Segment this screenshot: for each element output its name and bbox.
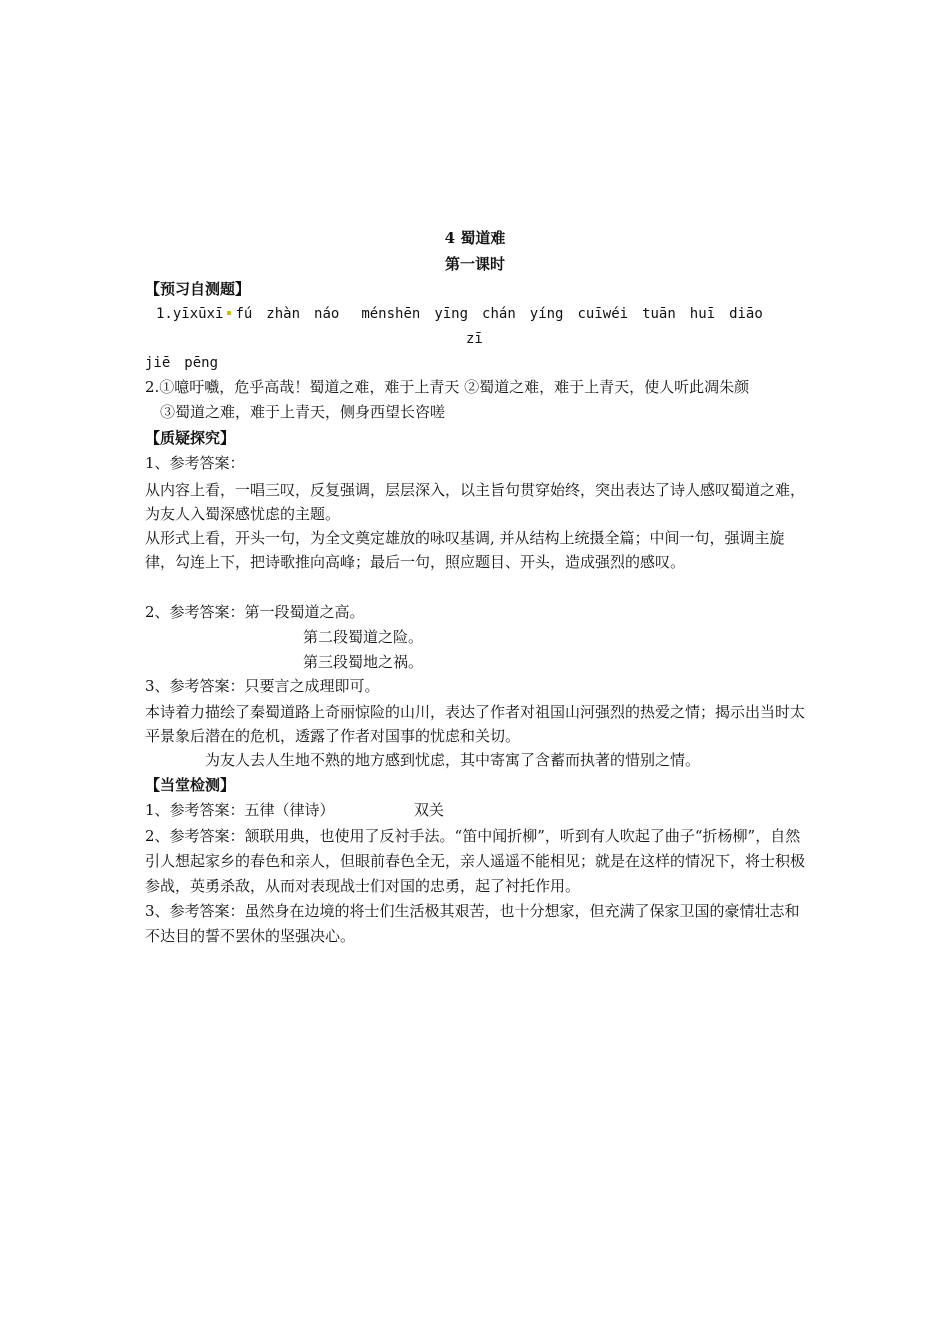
pinyin-item: fú (235, 306, 253, 322)
pinyin-item: yīng (434, 306, 469, 322)
pinyin-item: cuīwéi (577, 306, 629, 322)
dot-mark (227, 311, 231, 315)
page-title: 4 蜀道难 (444, 229, 506, 247)
q2-line-1: 2.①噫吁嚱，危乎高哉！蜀道之难，难于上青天 ②蜀道之难，难于上青天，使人听此凋朱颜 (145, 378, 750, 396)
inquiry-answer-2-line-3: 第三段蜀地之祸。 (303, 653, 424, 671)
pinyin-item: ménshēn (361, 306, 421, 322)
inquiry-answer-1-label: 1、参考答案： (145, 454, 245, 472)
pinyin-row-2 (145, 353, 232, 373)
check-answer-1: 1、参考答案：五律（律诗） (145, 801, 335, 819)
inquiry-answer-3-paragraph-2: 为友人去人生地不熟的地方感到忧虑，其中寄寓了含蓄而执著的惜别之情。 (205, 751, 701, 769)
check-answer-2: 2、参考答案：颔联用典，也使用了反衬手法。“笛中闻折柳”，听到有人吹起了曲子“折杨柳”，自然引人想起家乡的春色和亲人，但眼前春色全无，亲人遥遥不能相见；就是在这样的情况下，将士积极参战，英勇杀敌，从而对表现战士们对国的忠勇，起了衬托作用。 (145, 827, 806, 895)
page-subtitle: 第一课时 (444, 255, 505, 273)
inquiry-answer-1-paragraph-1: 从内容上看，一唱三叹，反复强调，层层深入，以主旨句贯穿始终，突出表达了诗人感叹蜀道之难，为友人入蜀深感忧虑的主题。 (145, 481, 806, 523)
question-number: 1. (156, 306, 173, 322)
preview-heading: 【预习自测题】 (145, 280, 251, 298)
pinyin-item: jiē (145, 355, 171, 371)
pinyin-item: chán (482, 306, 516, 322)
pinyin-row-1 (156, 304, 777, 324)
check-answer-1-extra: 双关 (414, 801, 445, 819)
pinyin-item: tuān (642, 306, 676, 322)
inquiry-answer-2-line-1: 2、参考答案：第一段蜀道之高。 (145, 603, 365, 621)
check-heading: 【当堂检测】 (145, 776, 236, 794)
pinyin-item: zhàn (266, 306, 301, 322)
inquiry-answer-3-paragraph-1: 本诗着力描绘了秦蜀道路上奇丽惊险的山川，表达了作者对祖国山河强烈的热爱之情；揭示出当时太平景象后潜在的危机，透露了作者对国事的忧虑和关切。 (145, 703, 806, 745)
inquiry-answer-2-line-2: 第二段蜀道之险。 (303, 628, 424, 646)
pinyin-item: diāo (729, 306, 763, 322)
pinyin-item: pēng (184, 355, 219, 371)
inquiry-answer-3-line-1: 3、参考答案：只要言之成理即可。 (145, 677, 380, 695)
check-answer-3: 3、参考答案：虽然身在边境的将士们生活极其艰苦，也十分想家，但充满了保家卫国的豪情壮志和不达目的誓不罢休的坚强决心。 (145, 902, 800, 945)
inquiry-answer-1-paragraph-2: 从形式上看，开头一句，为全文奠定雄放的咏叹基调, 并从结构上统摄全篇；中间一句，强调主旋律，勾连上下，把诗歌推向高峰；最后一句，照应题目、开头，造成强烈的感叹。 (145, 529, 785, 571)
pinyin-item: yíng (529, 306, 564, 322)
inquiry-heading: 【质疑探究】 (145, 429, 236, 447)
pinyin-item: náo (314, 306, 340, 322)
pinyin-item: yīxūxī (172, 306, 224, 322)
q2-line-2: ③蜀道之难，难于上青天，侧身西望长咨嗟 (160, 403, 446, 421)
pinyin-item: huī (689, 306, 716, 322)
pinyin-row-1-sub: zī (466, 331, 483, 347)
